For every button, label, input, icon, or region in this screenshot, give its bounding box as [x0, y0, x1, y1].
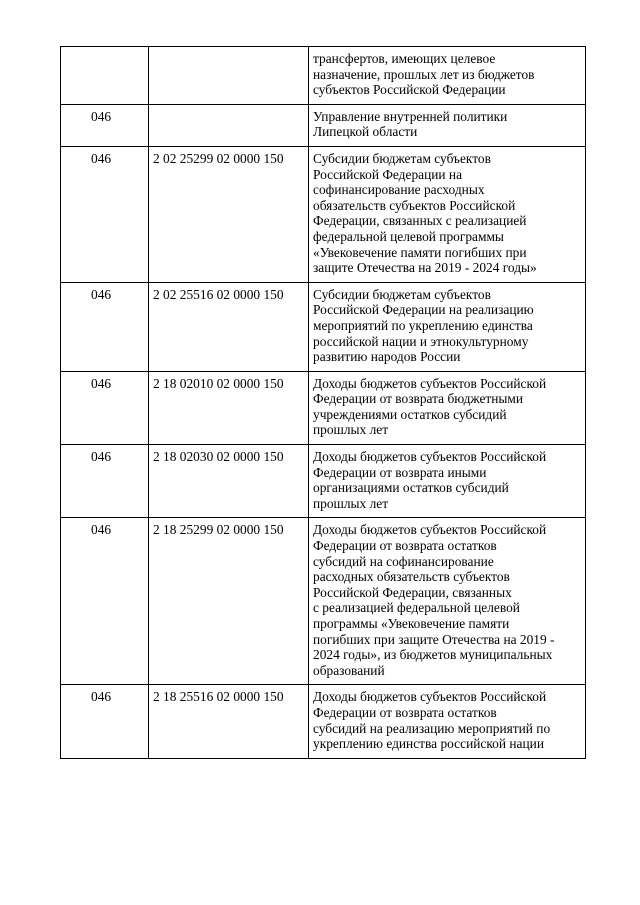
income-name-cell: Доходы бюджетов субъектов Российской Федерации от возврата остатков субсидий на софинансирование расходных обязательств субъектов Российской Федерации, связанных с реализацией федеральной целевой программы «Увековечение памяти погибших при защите Отечества на 2019 - 2024 годы», из бюджетов муниципальных образований: [309, 518, 586, 685]
table-row: [61, 47, 586, 105]
budget-code-cell: 2 18 02030 02 0000 150: [149, 445, 309, 518]
table-row: [61, 518, 586, 685]
admin-code-cell: 046: [61, 685, 149, 758]
budget-code-cell: 2 18 02010 02 0000 150: [149, 371, 309, 444]
budget-code-cell: [149, 104, 309, 146]
income-name-cell: Субсидии бюджетам субъектов Российской Федерации на реализацию мероприятий по укреплению единства российской нации и этнокультурному развитию народов России: [309, 282, 586, 371]
income-name-cell: трансфертов, имеющих целевое назначение, прошлых лет из бюджетов субъектов Российской Федерации: [309, 47, 586, 105]
table-row: [61, 445, 586, 518]
admin-code-cell: [61, 47, 149, 105]
table-row: [61, 104, 586, 146]
income-name-cell: Доходы бюджетов субъектов Российской Федерации от возврата иными организациями остатков субсидий прошлых лет: [309, 445, 586, 518]
budget-code-cell: 2 18 25516 02 0000 150: [149, 685, 309, 758]
income-name-cell: Доходы бюджетов субъектов Российской Федерации от возврата бюджетными учреждениями остатков субсидий прошлых лет: [309, 371, 586, 444]
table-row: [61, 146, 586, 282]
table-row: [61, 282, 586, 371]
income-name-cell: Субсидии бюджетам субъектов Российской Федерации на софинансирование расходных обязательств субъектов Российской Федерации, связанных с реализацией федеральной целевой программы «Увековечение памяти погибших при защите Отечества на 2019 - 2024 годы»: [309, 146, 586, 282]
budget-code-cell: [149, 47, 309, 105]
table-row: [61, 685, 586, 758]
admin-code-cell: 046: [61, 146, 149, 282]
admin-code-cell: 046: [61, 371, 149, 444]
admin-code-cell: 046: [61, 282, 149, 371]
budget-code-cell: 2 02 25516 02 0000 150: [149, 282, 309, 371]
budget-code-cell: 2 02 25299 02 0000 150: [149, 146, 309, 282]
table-row: [61, 371, 586, 444]
income-codes-table: [60, 46, 586, 759]
income-name-cell: Доходы бюджетов субъектов Российской Федерации от возврата остатков субсидий на реализацию мероприятий по укреплению единства российской нации: [309, 685, 586, 758]
admin-code-cell: 046: [61, 104, 149, 146]
admin-code-cell: 046: [61, 518, 149, 685]
income-name-cell: Управление внутренней политики Липецкой области: [309, 104, 586, 146]
admin-code-cell: 046: [61, 445, 149, 518]
budget-code-cell: 2 18 25299 02 0000 150: [149, 518, 309, 685]
